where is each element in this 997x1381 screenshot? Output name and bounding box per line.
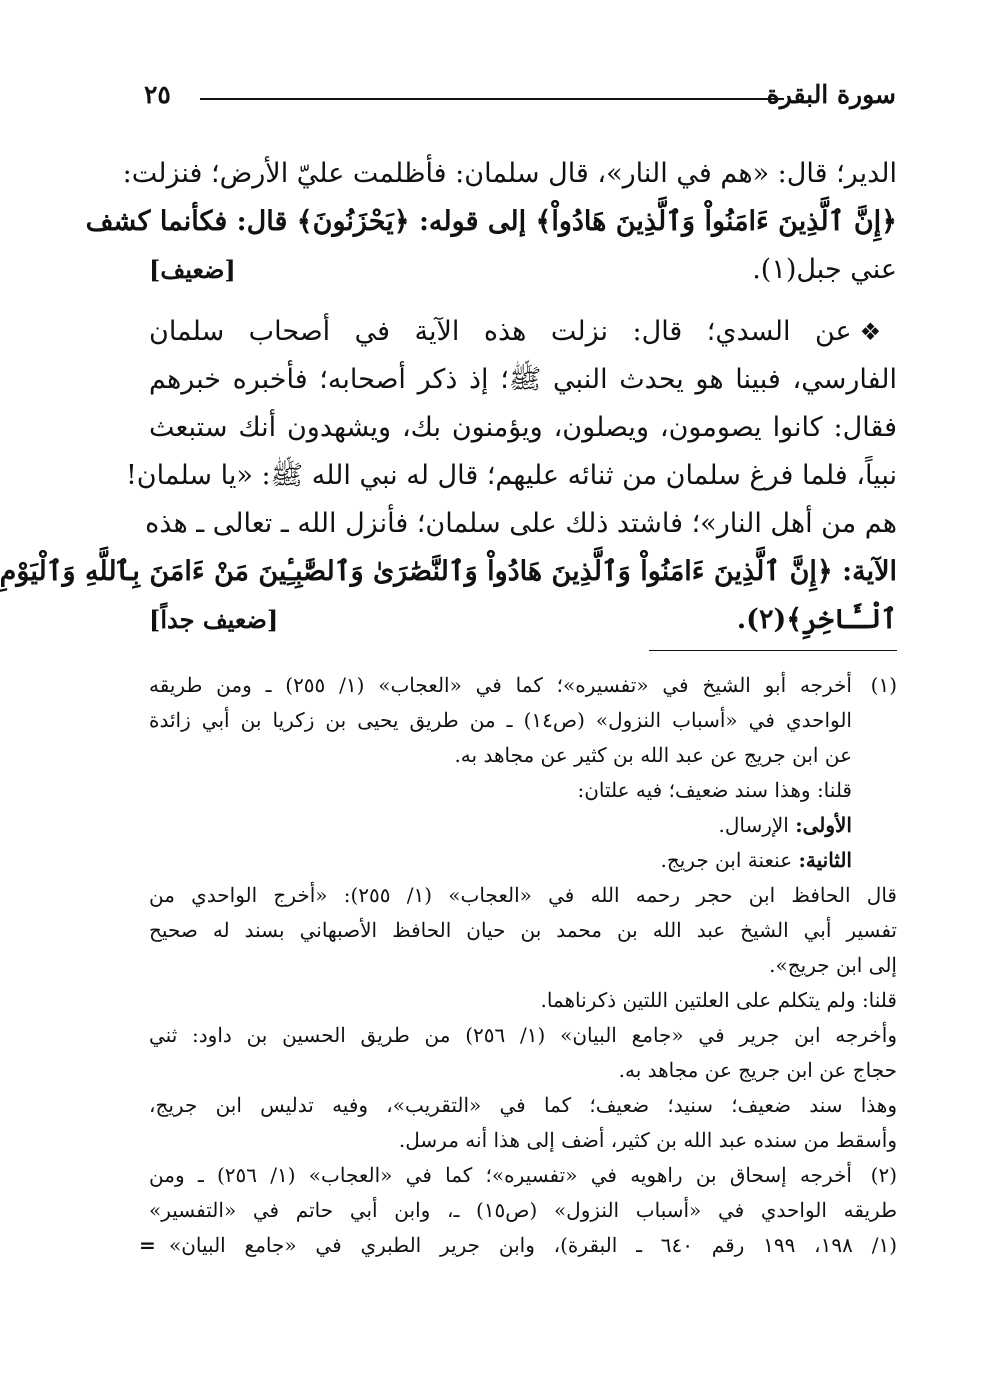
main-text <box>0 150 897 644</box>
text-line: نبياً، فلما فرغ سلمان من ثنائه عليهم؛ قال له نبي الله ﷺ: «يا سلمان! <box>125 460 897 491</box>
footnote-line: وهذا سند ضعيف؛ سنيد؛ ضعيف؛ كما في «التقريب»، وفيه تدليس ابن جريج، <box>149 1093 897 1117</box>
page-number: ٢٥ <box>144 80 171 109</box>
footnote-line <box>149 1158 897 1193</box>
header-rule <box>200 98 784 100</box>
page-header <box>144 80 896 120</box>
grade-label: [ضعيف جداً] <box>149 605 279 634</box>
quran-verse: الآية: ﴿إِنَّ ٱلَّذِينَ ءَامَنُواْ وَٱلَّذِينَ هَادُواْ وَٱلنَّصَٰرَىٰ وَٱلصَّٰبِـِٔينَ مَنْ ءَامَنَ بِٱللَّهِ وَٱلْيَوْمِ <box>0 556 897 587</box>
grade-label: [ضعيف] <box>149 255 236 284</box>
text-fragment: الإرسال. <box>718 813 796 837</box>
quran-verse: ٱلْـَٔاخِرِ﴾(٢). <box>736 604 897 635</box>
footnote-line <box>149 808 897 843</box>
text-fragment: عني جبل(١). <box>752 254 897 285</box>
footnote-line: وأخرجه ابن جرير في «جامع البيان» (١/ ٢٥٦) من طريق الحسين بن داود: ثني <box>149 1023 897 1047</box>
continuation-mark: = <box>139 1233 156 1257</box>
text-line: الدير؛ قال: «هم في النار»، قال سلمان: فأظلمت عليّ الأرض؛ فنزلت: <box>122 158 897 189</box>
footnote-line: تفسير أبي الشيخ عبد الله بن محمد بن حيان الحافظ الأصبهاني بسند له صحيح <box>149 918 897 942</box>
text-line <box>149 596 897 644</box>
text-line <box>0 548 897 596</box>
footnote-line <box>149 668 897 703</box>
footnote-separator <box>649 650 897 651</box>
text-fragment: (١/ ١٩٨، ١٩٩ رقم ٦٤٠ ـ البقرة)، وابن جرير الطبري في «جامع البيان» <box>169 1233 898 1257</box>
footnotes <box>139 668 898 1263</box>
footnote-line <box>139 1228 898 1263</box>
text-line: فقال: كانوا يصومون، ويصلون، ويؤمنون بك، ويشهدون أنك ستبعث <box>149 412 897 443</box>
quran-verse: ﴿إِنَّ ٱلَّذِينَ ءَامَنُواْ وَٱلَّذِينَ هَادُواْ﴾ إلى قوله: ﴿يَحْزَنُونَ﴾ قال: فكأنما كشف <box>85 206 897 237</box>
footnote-number: (٢) <box>870 1163 897 1187</box>
footnote-line: قال الحافظ ابن حجر رحمه الله في «العجاب» (١/ ٢٥٥): «أخرج الواحدي من <box>149 883 897 907</box>
text-line <box>149 246 897 294</box>
text-line: الفارسي، فبينا هو يحدث النبي ﷺ؛ إذ ذكر أصحابه؛ فأخبره خبرهم <box>149 364 897 395</box>
footnote-line: قلنا: وهذا سند ضعيف؛ فيه علتان: <box>577 778 852 802</box>
surah-title: سورة البقرة <box>766 80 896 109</box>
text-fragment: عنعنة ابن جريج. <box>660 848 799 872</box>
footnote-line: إلى ابن جريج». <box>769 953 897 977</box>
footnote-line: حجاج عن ابن جريج عن مجاهد به. <box>618 1058 897 1082</box>
text-fragment: عن السدي؛ قال: نزلت هذه الآية في أصحاب سلمان <box>149 316 852 347</box>
footnote-line <box>149 843 897 878</box>
text-fragment: أخرجه أبو الشيخ في «تفسيره»؛ كما في «العجاب» (١/ ٢٥٥) ـ ومن طريقه <box>149 673 852 697</box>
footnote-line: الواحدي في «أسباب النزول» (ص١٤) ـ من طريق يحيى بن زكريا بن أبي زائدة <box>149 708 852 732</box>
footnote-number: (١) <box>870 673 897 697</box>
footnote-line: طريقه الواحدي في «أسباب النزول» (ص١٥) ـ، وابن أبي حاتم في «التفسير» <box>149 1198 897 1222</box>
footnote-line: وأسقط من سنده عبد الله بن كثير، أضف إلى هذا أنه مرسل. <box>398 1128 897 1152</box>
ornament-bullet-icon: ❖ <box>859 318 897 346</box>
footnote-label: الثانية: <box>798 848 852 872</box>
footnote-line: قلنا: ولم يتكلم على العلتين اللتين ذكرناهما. <box>540 988 897 1012</box>
text-fragment: أخرجه إسحاق بن راهويه في «تفسيره»؛ كما في «العجاب» (١/ ٢٥٦) ـ ومن <box>149 1163 852 1187</box>
text-line <box>85 198 897 246</box>
text-line <box>149 308 897 356</box>
footnote-label: الأولى: <box>795 813 852 837</box>
footnote-line: عن ابن جريج عن عبد الله بن كثير عن مجاهد به. <box>454 743 852 767</box>
text-line: هم من أهل النار»؛ فاشتد ذلك على سلمان؛ فأنزل الله ـ تعالى ـ هذه <box>145 508 897 539</box>
